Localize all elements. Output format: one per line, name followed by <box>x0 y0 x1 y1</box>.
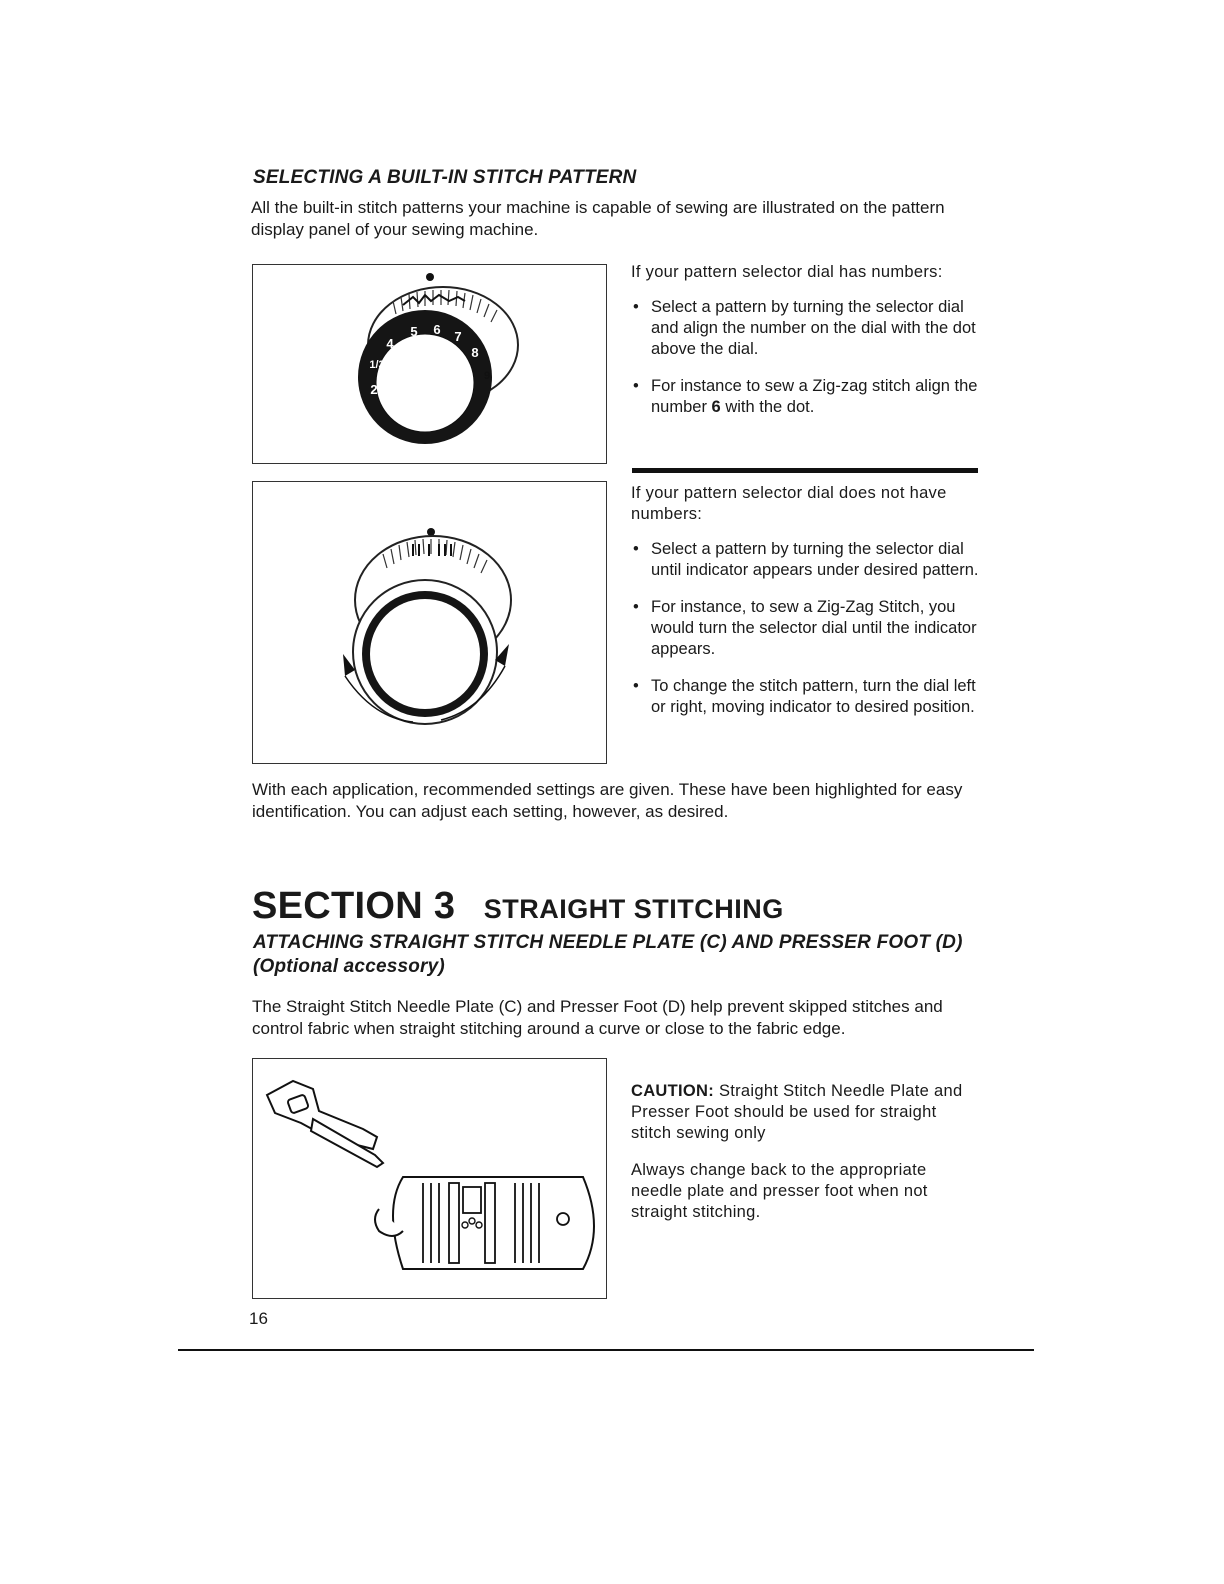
caution-text: Straight Stitch Needle Plate and Presser Foot should be used for straight stitch sewing only <box>631 1082 963 1142</box>
reminder-note: Always change back to the appropriate needle plate and presser foot when not straight stitching. <box>631 1161 928 1221</box>
dial-number-1-3: 1/3 <box>369 359 385 371</box>
presser-foot-needle-plate-drawing <box>253 1059 606 1298</box>
section-header <box>252 885 784 928</box>
dial-number-7: 7 <box>454 329 462 344</box>
page-bottom-rule <box>178 1349 1034 1351</box>
indicator-dial-step-1: • Select a pattern by turning the selector dial until indicator appears under desired pattern. <box>631 539 979 581</box>
numbered-dial-step-2-text: For instance to sew a Zig-zag stitch align the number <box>651 377 978 416</box>
caution-note <box>631 1081 979 1144</box>
indicator-dial-instructions <box>631 483 979 734</box>
dial-number-6: 6 <box>433 322 441 337</box>
indicator-dial-step-2: • For instance, to sew a Zig-Zag Stitch, you would turn the selector dial until the indicator appears. <box>631 597 979 660</box>
numbered-dial-intro: If your pattern selector dial has numbers: <box>631 263 943 281</box>
numbered-dial-instructions <box>631 262 979 434</box>
indicator-dial-illustration <box>252 481 607 764</box>
dial-number-4: 4 <box>386 336 394 351</box>
dial-number-5: 5 <box>410 324 418 339</box>
straight-stitch-notes <box>631 1081 979 1223</box>
caution-label: CAUTION: <box>631 1082 715 1100</box>
intro-paragraph: All the built-in stitch patterns your machine is capable of sewing are illustrated on the pattern display panel of your sewing machine. <box>251 198 945 239</box>
subheading-attaching-plate: ATTACHING STRAIGHT STITCH NEEDLE PLATE (C) AND PRESSER FOOT (D) <box>253 932 963 953</box>
subheading-optional-accessory: (Optional accessory) <box>253 956 445 977</box>
indicator-dial-drawing <box>253 482 606 763</box>
numbered-dial-drawing <box>253 265 606 463</box>
section-number: SECTION 3 <box>252 885 456 927</box>
page-number: 16 <box>249 1309 268 1328</box>
indicator-dial-step-3: • To change the stitch pattern, turn the dial left or right, moving indicator to desired position. <box>631 676 979 718</box>
presser-foot-needle-plate-illustration <box>252 1058 607 1299</box>
section-title: STRAIGHT STITCHING <box>483 894 784 924</box>
dial-number-9: 9 <box>483 370 491 382</box>
numbered-dial-illustration <box>252 264 607 464</box>
numbered-dial-step-1: • Select a pattern by turning the selector dial and align the number on the dial with the dot above the dial. <box>631 297 979 360</box>
block-divider <box>632 468 978 473</box>
zigzag-dial-number: 6 <box>711 398 721 416</box>
section-heading-selecting-pattern: SELECTING A BUILT-IN STITCH PATTERN <box>253 167 637 188</box>
numbered-dial-step-2-tail: with the dot. <box>725 398 815 416</box>
indicator-dial-intro: If your pattern selector dial does not have numbers: <box>631 484 947 523</box>
dial-number-2: 2 <box>370 382 378 397</box>
straight-stitch-body: The Straight Stitch Needle Plate (C) and Presser Foot (D) help prevent skipped stitches and control fabric when straight stitching around a curve or close to the fabric edge. <box>252 997 943 1038</box>
dial-number-8: 8 <box>471 345 479 360</box>
settings-note: With each application, recommended settings are given. These have been highlighted for easy identification. You can adjust each setting, however, as desired. <box>252 780 963 821</box>
numbered-dial-step-2 <box>631 376 979 418</box>
